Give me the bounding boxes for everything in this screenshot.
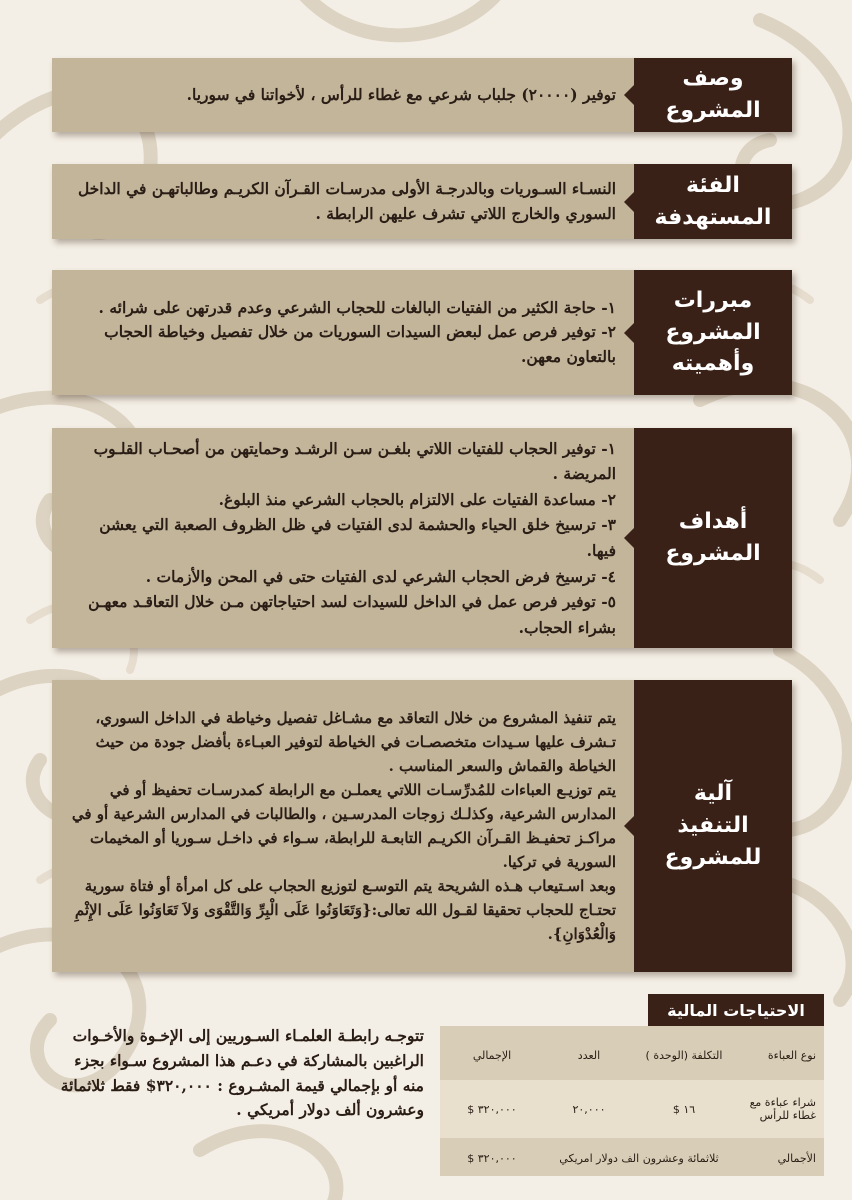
section-content (52, 428, 634, 648)
section-implementation (52, 680, 792, 972)
section-label: وصف المشروع (634, 58, 792, 132)
section-text: النسـاء السـوريات وبالدرجـة الأولى مدرسـات القـرآن الكريـم وطالباتهـن في الداخل السوري والخارج اللاتي تشرف عليهن الرابطة . (77, 179, 616, 223)
table-header-row (440, 1032, 824, 1078)
header-cell: العدد (577, 1048, 601, 1062)
section-goals (52, 428, 792, 648)
list-item: ٤- ترسيخ فرض الحجاب الشرعي لدى الفتيات حتى في المحن والأزمات . (145, 566, 616, 586)
list-item: ٢- مساعدة الفتيات على الالتزام بالحجاب الشرعي منذ البلوغ. (218, 489, 616, 509)
table-cell: شراء عباءة مع غطاء للرأس (749, 1096, 816, 1122)
list-item: ٢- توفير فرص عمل لبعض السيدات السوريات من خلال تفصيل وخياطة الحجاب بالتعاون معهن. (104, 322, 616, 366)
paragraph: يتم توزيـع العباءات للمُدرِّسـات اللاتي يعملـن مع الرابطة كمدرسـات تحفيظ أو في المدارس الشرعية، وكذلـك زوجات المدرسـين ، والطالبات في المدارس الشرعية أو في مراكـز تحفيـظ القـرآن الكريـم التابعـة للرابطة، سـواء في داخـل سـوريا أو المخيمات السورية في تركيا. (71, 781, 616, 871)
table-cell: ١٦ $ (672, 1102, 696, 1116)
paragraph: يتم تنفيذ المشروع من خلال التعاقد مع مشـاغل تفصيل وخياطة في الداخل السوري، تـشرف عليها سـيدات متخصصـات في الخياطة لتوفير العبـاءة بأفضل جودة من حيث الخياطة والقماش والسعر المناسب . (95, 709, 616, 775)
section-label: أهداف المشروع (634, 428, 792, 648)
section-content (52, 270, 634, 395)
list-item: ٣- ترسيخ خلق الحياء والحشمة لدى الفتيات في ظل الظروف الصعبة التي يعشن فيها. (99, 515, 616, 560)
financial-needs-title: الاحتياجات المالية (648, 994, 824, 1026)
table-cell: ٣٢٠,٠٠٠ $ (467, 1102, 517, 1116)
section-justification (52, 270, 792, 395)
donation-appeal-text: تتوجـه رابطـة العلمـاء السـوريين إلى الإخـوة والأخـوات الراغبين بالمشاركة في دعـم هذا المشروع سـواء بجزء منه أو بإجمالي قيمة المشـروع : ٣٢٠,٠٠٠$ فقط ثلاثمائة وعشرون ألف دولار أمريكي . (60, 1026, 424, 1120)
section-label: الفئة المستهدفة (634, 164, 792, 239)
paragraph: وبعد اسـتيعاب هـذه الشريحة يتم التوسـع لتوزيع الحجاب على كل امرأة أو فتاة سورية تحتـاج للحجاب تحقيقا لقـول الله تعالى:{وَتَعَاوَنُوا عَلَى الْبِرِّ وَالتَّقْوَى وَلاَ تَعَاوَنُوا عَلَى الإِثْمِ وَالْعُدْوَانِ}. (74, 877, 616, 943)
total-value: ٣٢٠,٠٠٠ $ (467, 1151, 517, 1165)
list-item: ١- توفير الحجاب للفتيات اللاتي بلغـن سـن الرشـد وحمايتهن من أصحـاب القلـوب المريضة . (93, 438, 616, 484)
section-label: آلية التنفيذ للمشروع (634, 680, 792, 972)
section-project-description (52, 58, 792, 132)
list-item: ٥- توفير فرص عمل في الداخل للسيدات لسد احتياجاتهن مـن خلال التعاقـد معهـن بشراء الحجاب. (88, 592, 616, 637)
table-row (440, 1080, 824, 1138)
header-cell: التكلفة (الوحدة ) (645, 1048, 723, 1062)
total-in-words: ثلاثمائة وعشرون الف دولار امريكي (559, 1151, 719, 1165)
section-content (52, 164, 634, 239)
section-content (52, 680, 634, 972)
header-cell: الإجمالي (472, 1048, 512, 1062)
total-label: الأجمالي (777, 1151, 816, 1165)
section-label: مبررات المشروع وأهميته (634, 270, 792, 395)
list-item: ١- حاجة الكثير من الفتيات البالغات للحجاب الشرعي وعدم قدرتهن على شرائه . (98, 298, 616, 318)
header-cell: نوع العباءة (767, 1048, 816, 1062)
table-cell: ٢٠,٠٠٠ (572, 1102, 606, 1116)
section-target-group (52, 164, 792, 239)
table-total-row (440, 1140, 824, 1176)
section-content (52, 58, 634, 132)
financial-table (440, 1026, 824, 1176)
section-text: توفير (٢٠٠٠٠) جلباب شرعي مع غطاء للرأس ، لأخواتنا في سوريا. (186, 84, 616, 104)
